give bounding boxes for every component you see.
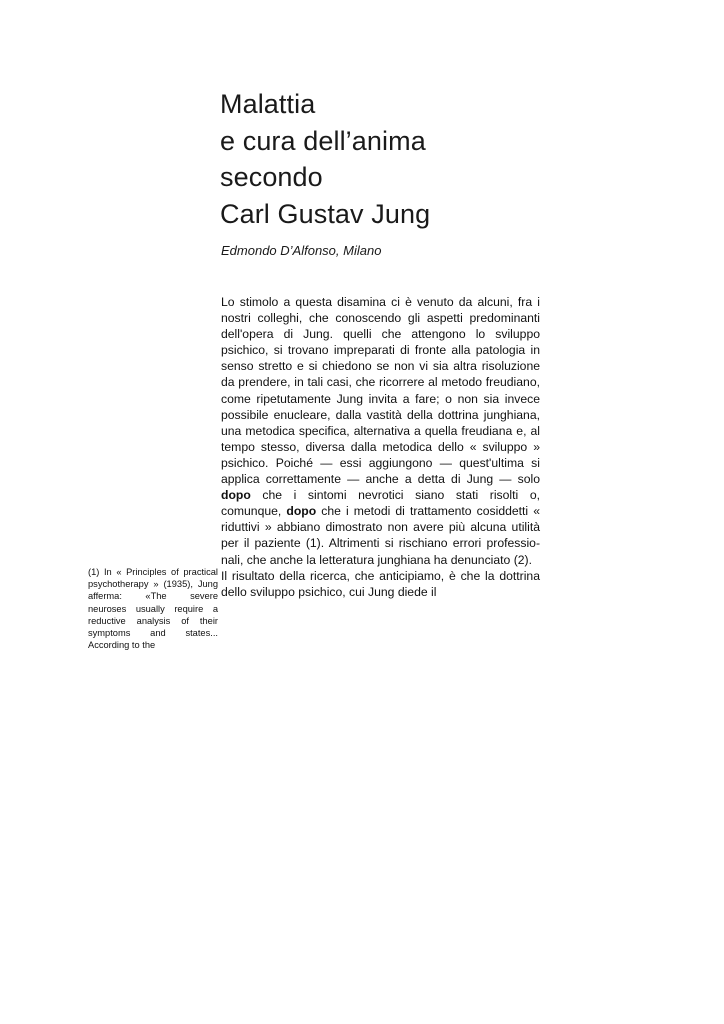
body-line — [221, 310, 540, 326]
body-text-segment: senso stretto e si chiedono se non vi sia altra risoluzione — [221, 359, 540, 374]
article-title — [220, 86, 640, 232]
body-line — [221, 439, 540, 455]
footnote — [88, 566, 218, 651]
body-line — [221, 326, 540, 342]
footnote-line: (1) In « Principles of practical — [88, 567, 218, 577]
body-line — [221, 552, 540, 568]
footnote-line: symptoms and states... — [88, 627, 218, 638]
body-text-segment: che i metodi di trattamento cosiddetti « — [316, 504, 540, 519]
body-text-segment: comunque, — [221, 504, 287, 519]
body-line — [221, 358, 540, 374]
body-text-segment: Lo stimolo a questa disamina ci è venuto da alcuni, fra i — [221, 295, 540, 309]
body-line — [221, 487, 540, 503]
body-line — [221, 471, 540, 487]
body-text-segment: riduttivi » abbiano dimostrato non avere più alcuna utilità — [221, 520, 540, 535]
body-line — [221, 391, 540, 407]
body-text-segment: una metodica specifica, alternativa a quella freudiana e, al — [221, 423, 540, 438]
body-line — [221, 407, 540, 423]
body-text-segment: dell'opera di Jung. quelli che attengono lo sviluppo — [221, 327, 540, 342]
body-text-segment: nostri colleghi, che conoscendo gli aspetti predominanti — [221, 311, 540, 326]
emphasis-dopo: dopo — [286, 504, 317, 519]
footnote-line: reductive analysis of their — [88, 615, 218, 626]
body-text-segment: come ripetutamente Jung invita a fare; o non sia invece — [221, 391, 540, 406]
title-line-2: e cura dell’anima — [220, 125, 426, 156]
body-line — [221, 503, 540, 519]
body-text-segment: tempo stesso, diversa dalla metodica dello « sviluppo » — [221, 439, 540, 454]
emphasis-dopo: dopo — [221, 488, 251, 503]
body-line — [221, 294, 540, 310]
body-line — [221, 342, 540, 358]
title-line-3: secondo — [220, 162, 323, 192]
body-line — [221, 535, 540, 551]
body-text-segment: per il paziente (1). Altrimenti si rischiano errori professio- — [221, 536, 540, 551]
body-text-segment: applica correttamente — anche a detta di Jung — solo — [221, 472, 540, 487]
body-line — [221, 374, 540, 390]
body-line — [221, 519, 540, 535]
footnote-line: psychotherapy » (1935), Jung — [88, 579, 218, 590]
body-line — [221, 568, 540, 584]
body-text-segment: che i sintomi nevrotici siano stati risolti o, — [250, 488, 540, 503]
title-line-1: Malattia — [220, 89, 316, 119]
body-text-segment: da prendere, in tali casi, che ricorrere al metodo freudiano, — [221, 375, 540, 390]
author-byline: Edmondo D’Alfonso, Milano — [221, 243, 382, 258]
body-text-segment: psichico, si trovano impreparati di fronte alla patologia in — [221, 343, 540, 358]
title-line-4: Carl Gustav Jung — [220, 198, 431, 229]
body-text-segment: Il risultato della ricerca, che anticipiamo, è che la dottrina — [221, 568, 540, 583]
body-line — [221, 584, 540, 600]
body-text — [221, 294, 540, 600]
body-text-segment: nali, che anche la letteratura junghiana ha denunciato (2). — [221, 552, 532, 567]
body-line — [221, 455, 540, 471]
body-text-segment: dello sviluppo psichico, cui Jung diede il — [221, 584, 437, 599]
body-text-segment: possibile enucleare, dalla vastità della dottrina junghiana, — [221, 407, 540, 422]
footnote-line: According to the — [88, 640, 156, 651]
footnote-line: afferma: «The severe — [88, 591, 218, 602]
footnote-line: neuroses usually require a — [88, 603, 218, 614]
body-text-segment: psichico. Poiché — essi aggiungono — quest'ultima si — [221, 455, 540, 470]
body-line — [221, 423, 540, 439]
